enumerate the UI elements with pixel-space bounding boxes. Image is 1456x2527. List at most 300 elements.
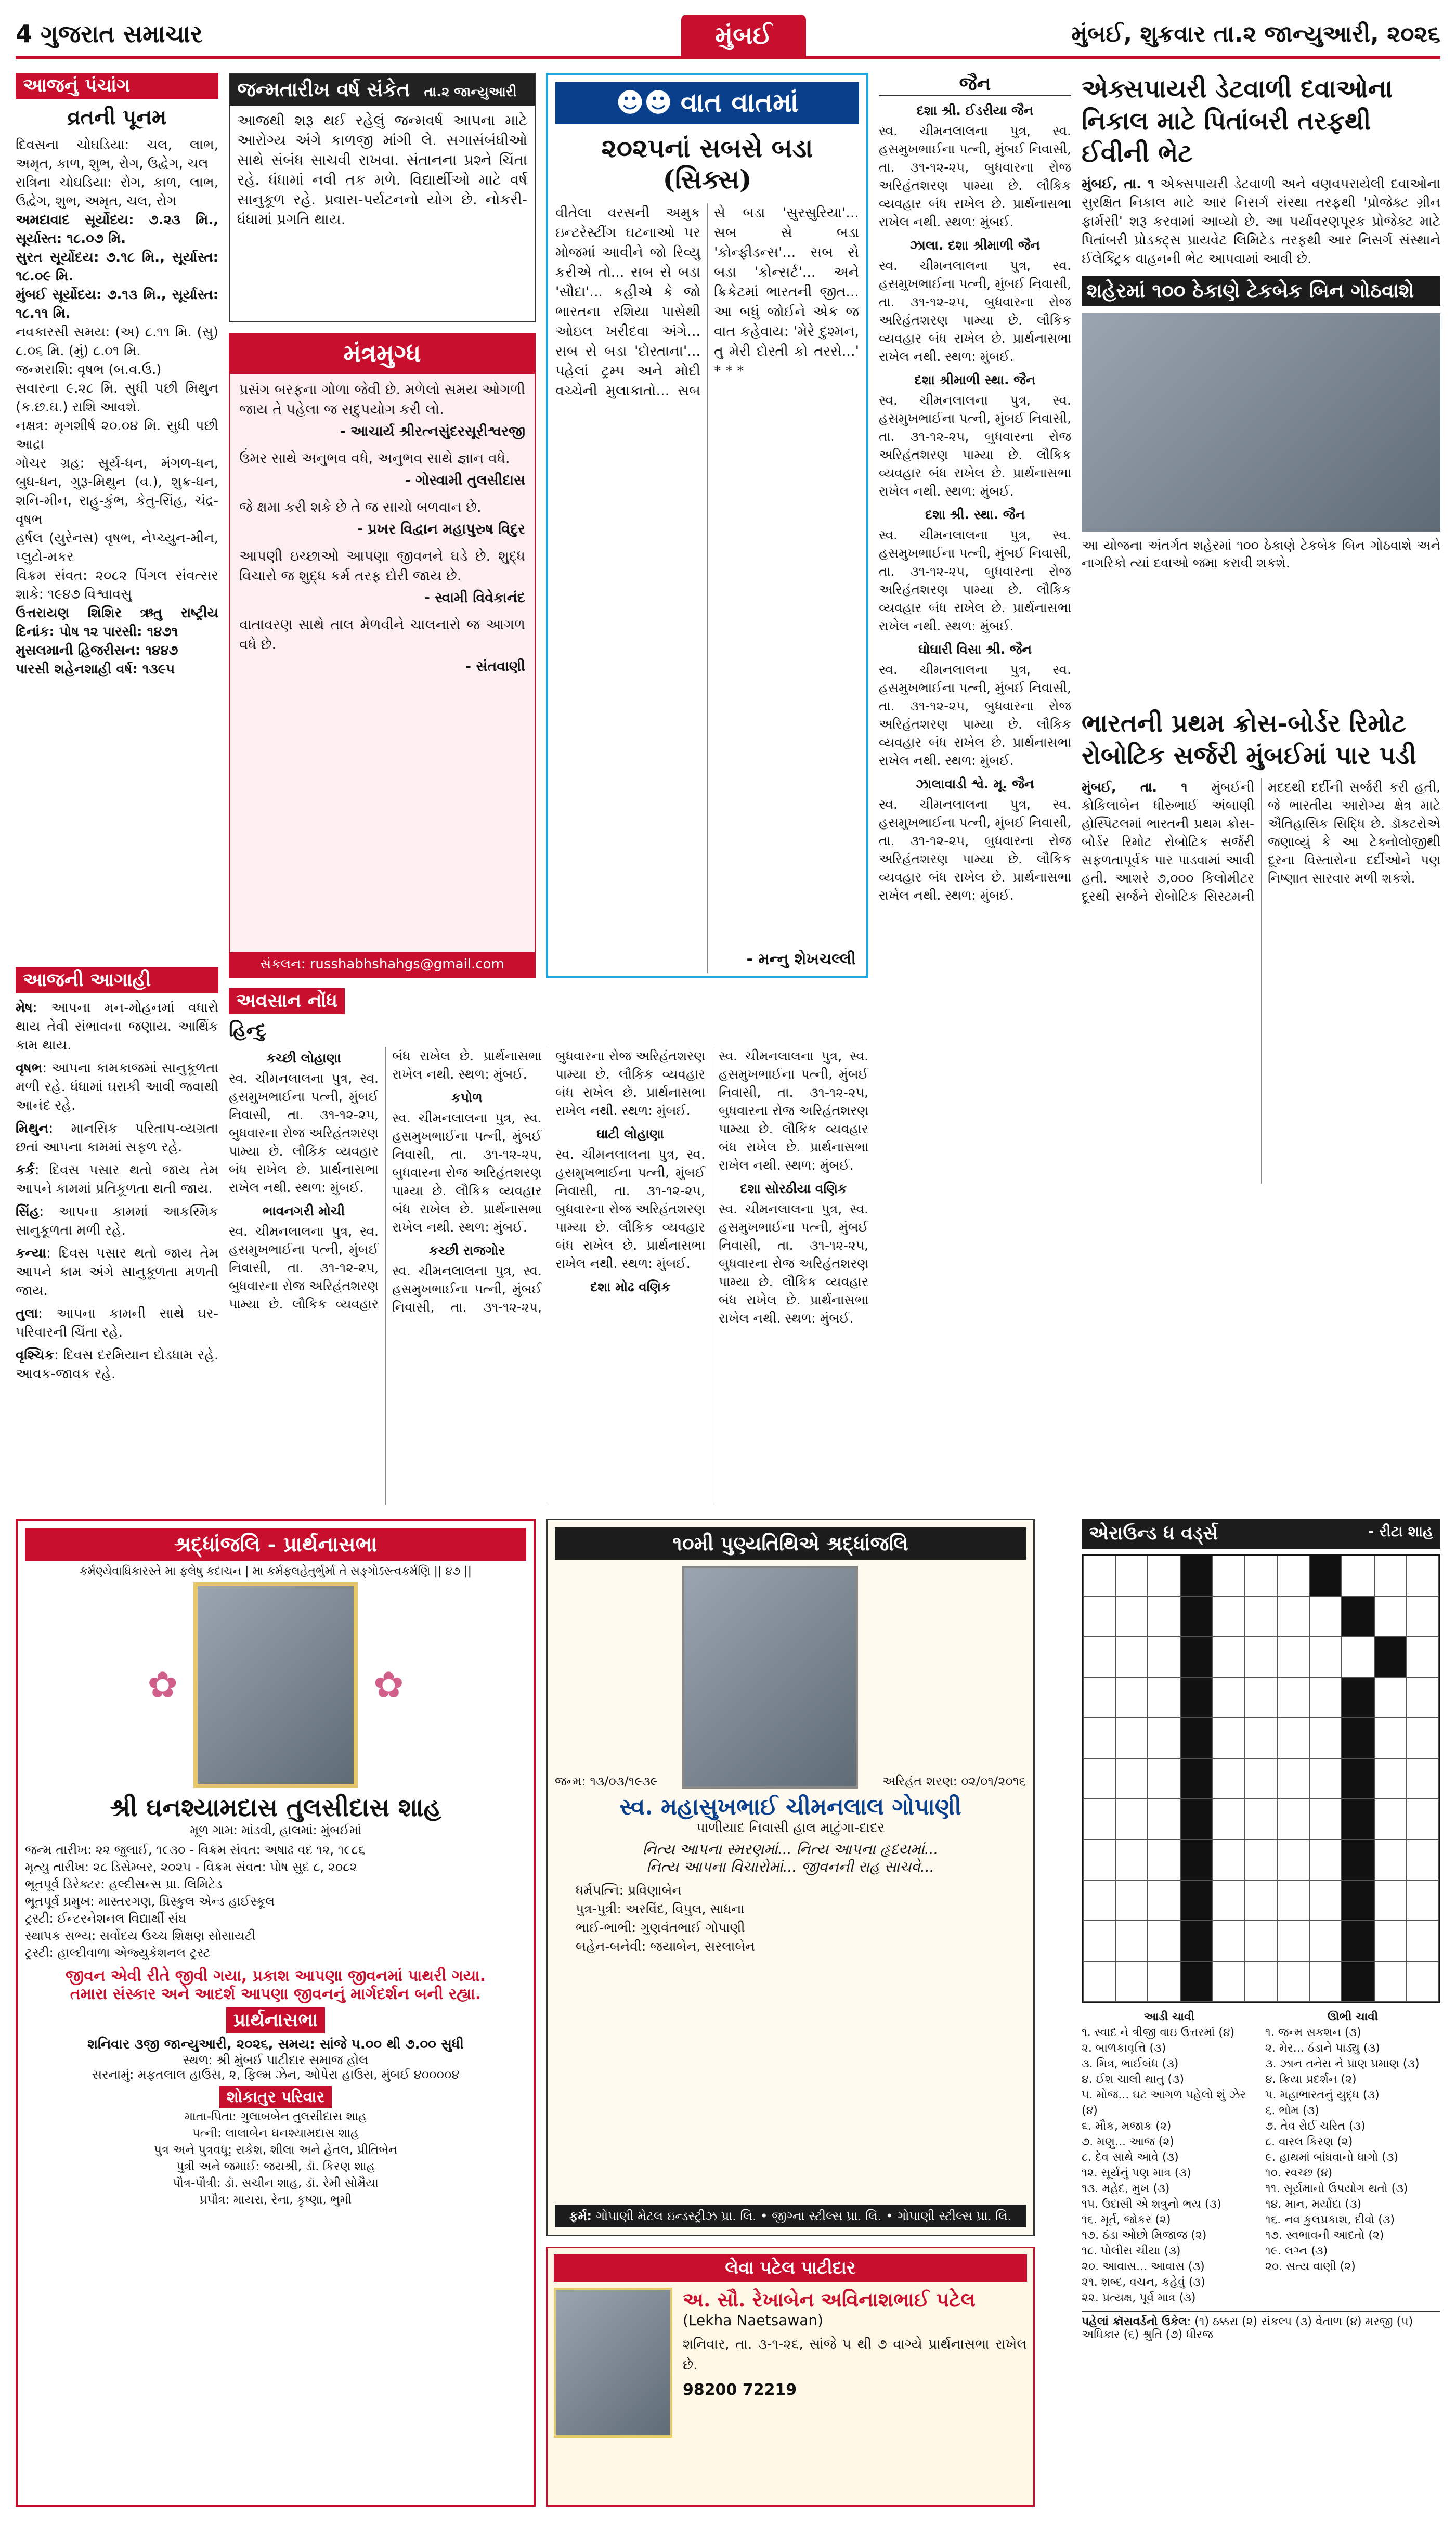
- crossword-cell[interactable]: [1213, 1677, 1245, 1718]
- clue: ૧૬. નવ કુલપ્રકાશ, દીવો (૩): [1265, 2213, 1395, 2226]
- page-date: મુંબઈ, શુક્રવાર તા.૨ જાન્યુઆરી, ૨૦૨૬: [1071, 21, 1440, 47]
- crossword-answers: પહેલાં ક્રૉસવર્ડનો ઉકેલ: (૧) ઠક્કરા (૨) સંકલ્પ (૩) વેતાળ (૪) મરજી (૫) અધિકાર (૬) શ્રુતિ (૭) ધીરજ: [1082, 2311, 1440, 2341]
- crossword-cell[interactable]: [1277, 1556, 1309, 1596]
- panchang-line: સુરત સૂર્યોદય: ૭.૧૮ મિ., સૂર્યાસ્ત: ૧૮.૦૯ મિ.: [16, 250, 218, 284]
- clue: ૧. સ્વાદ ને ત્રીજી વાઇ ઉત્તરમાં (૪): [1082, 2026, 1235, 2039]
- punyatithi-name: સ્વ. મહાસુખભાઈ ચીમનલાલ ગોપાણી: [619, 1794, 961, 1820]
- panchang-heading: વ્રતની પૂનમ: [67, 105, 167, 129]
- crossword-cell[interactable]: [1407, 1799, 1439, 1839]
- crossword-cell[interactable]: [1245, 1880, 1277, 1921]
- portrait-photo: [193, 1582, 358, 1788]
- family-line: પ્રપૌત્ર: માયરા, રેના, કૃષ્ણા, ભુમી: [199, 2193, 352, 2207]
- family-line: પૌત્ર-પૌત્રી: ડૉ. સચીન શાહ, ડૉ. રેમી સોમૈયા: [173, 2176, 379, 2190]
- aagahi-text: આપના મન-મોહનમાં વધારો થાય તેવી સંભાવના જણાય. આર્થિક કામ થાય.: [16, 1000, 218, 1053]
- crossword-cell[interactable]: [1148, 1718, 1180, 1758]
- crossword-black-cell: [1180, 1921, 1213, 1961]
- crossword-cell[interactable]: [1309, 1677, 1342, 1718]
- panchang-box: [16, 73, 218, 967]
- crossword-cell[interactable]: [1407, 1839, 1439, 1880]
- clue: ૩. મિત્ર, ભાઈબંધ (૩): [1082, 2057, 1179, 2070]
- crossword-black-cell: [1180, 1961, 1213, 2002]
- clue: ૯. હાથમાં બાંધવાનો ધાગો (૩): [1265, 2151, 1399, 2164]
- crossword-cell[interactable]: [1213, 1637, 1245, 1677]
- crossword-cell[interactable]: [1148, 1880, 1180, 1921]
- crossword-cell[interactable]: [1374, 1556, 1407, 1596]
- clue: ૧૪. માન, મર્યાદા (૩): [1265, 2198, 1362, 2211]
- crossword-black-cell: [1342, 1758, 1374, 1799]
- avsan-head: દશા શ્રી. સ્થા. જૈન: [925, 507, 1025, 522]
- crossword-black-cell: [1342, 1961, 1374, 2002]
- panchang-line: હર્ષલ (યુરેનસ) વૃષભ, નેપ્ચ્યુન-મીન, પ્લુટો-મકર: [16, 530, 218, 565]
- crossword-black-cell: [1180, 1637, 1213, 1677]
- crossword-cell[interactable]: [1309, 1880, 1342, 1921]
- crossword-black-cell: [1342, 1921, 1374, 1961]
- family-line: ભાઈ-ભાભી: ગુણવંતભાઈ ગોપાણી: [576, 1920, 745, 1935]
- avsan-head: ઝાલાવાડી શ્વે. મૂ. જૈન: [916, 776, 1034, 792]
- shraddhanjali-ad: [16, 1519, 536, 2507]
- family-list: [25, 2108, 526, 2208]
- crossword-cell[interactable]: [1115, 1839, 1148, 1880]
- avsan-entry: સ્વ. ચીમનલાલના પુત્ર, સ્વ. હસમુખભાઈના પત્ની, મુંબઈ નિવાસી, તા. ૩૧-૧૨-૨૫, બુધવારના રોજ અરિહંતશરણ પામ્યા છે. લૌકિક વ્યવહાર બંધ રાખેલ છે. પ્રાર્થનાસભા રાખેલ નથી. સ્થળ: મુંબઈ.: [879, 123, 1071, 229]
- people-icon: ☻☻: [616, 87, 672, 119]
- panchang-line: ગોચર ગ્રહ: સૂર્ય-ધન, મંગળ-ધન, બુધ-ધન, ગુરૂ-મિથુન (વ.), શુક્ર-ધન, શનિ-મીન, રાહુ-કુંભ, કેતુ-સિંહ, ચંદ્ર-વૃષભ: [16, 456, 218, 527]
- page-number: 4 ગુજરાત સમાચાર: [16, 20, 203, 48]
- mantramugdh-contact: સંકલન: russhabhshahgs@gmail.com: [230, 952, 535, 977]
- janmatarikh-header: [230, 74, 535, 106]
- crossword-cell[interactable]: [1407, 1596, 1439, 1637]
- family-line: માતા-પિતા: ગુલાબબેન તુલસીદાસ શાહ: [184, 2110, 367, 2123]
- leva-alias: (Lekha Naetsawan): [683, 2312, 824, 2329]
- crossword-title: એરાઉન્ડ ધ વર્ડ્સ: [1089, 1523, 1218, 1544]
- crossword-cell[interactable]: [1083, 1961, 1115, 2002]
- crossword-cell[interactable]: [1213, 1839, 1245, 1880]
- aagahi-text: દિવસ પસાર થતો જાય તેમ આપને કામમાં પ્રતિકૂળતા થતી જાય.: [16, 1162, 218, 1197]
- aagahi-list: મેષ: આપના મન-મોહનમાં વધારો થાય તેવી સંભાવના જણાય. આર્થિક કામ થાય. વૃષભ: આપના કામકાજમાં સાનુકૂળતા મળી રહે. ધંધામાં ઘરાકી આવી જવાથી આનંદ રહે. મિથુન: માનસિક પરિતાપ-વ્યગ્રતા છતાં આપના કામમાં સફળ રહે. કર્ક: દિવસ પસાર થતો જાય તેમ આપને કામમાં પ્રતિકૂળતા થતી જાય. સિંહ: આપના કામમાં આકસ્મિક સાનુકૂળતા મળી રહે. કન્યા: દિવસ પસાર થતો જાય તેમ આપને કામ અંગે સાનુકૂળતા મળતી જાય. તુલા: આપના કામની સાથે ઘર-પરિવારની ચિંતા રહે. વૃશ્ચિક: દિવસ દરમિયાન દોડધામ રહે. આવક-જાવક રહે.: [16, 1000, 218, 1382]
- clue: ૬. ભોમ (૩): [1265, 2104, 1319, 2117]
- sabha-time: શનિવાર ૩જી જાન્યુઆરી, ૨૦૨૬, સમય: સાંજે ૫.૦૦ થી ૭.૦૦ સુધી: [87, 2037, 464, 2052]
- crossword-cell[interactable]: [1277, 1799, 1309, 1839]
- clue: ૧૮. પોલીસ ચીયા (૩): [1082, 2245, 1181, 2258]
- janmatarikh-date: તા.૨ જાન્યુઆરી: [424, 84, 517, 100]
- aagahi-sign: વૃશ્ચિક: [16, 1347, 54, 1363]
- crossword-cell[interactable]: [1407, 1637, 1439, 1677]
- crossword-black-cell: [1309, 1556, 1342, 1596]
- avsan-entry: સ્વ. ચીમનલાલના પુત્ર, સ્વ. હસમુખભાઈના પત્ની, મુંબઈ નિવાસી, તા. ૩૧-૧૨-૨૫, બુધવારના રોજ અરિહંતશરણ પામ્યા છે. લૌકિક વ્યવહાર બંધ રાખેલ છે. પ્રાર્થનાસભા રાખેલ નથી. સ્થળ: મુંબઈ.: [879, 393, 1071, 499]
- detail-line: ટ્રસ્ટી: હાલ્દીવાળા એજ્યુકેશનલ ટ્રસ્ટ: [25, 1946, 211, 1960]
- crossword-cell[interactable]: [1083, 1637, 1115, 1677]
- crossword-cell[interactable]: [1115, 1596, 1148, 1637]
- crossword-black-cell: [1180, 1758, 1213, 1799]
- vaat-title: [555, 82, 859, 124]
- clue: ૨૦. આવાસ... આવાસ (૩): [1082, 2260, 1205, 2273]
- quote-author: - સ્વામી વિવેકાનંદ: [424, 590, 525, 606]
- crossword-cell[interactable]: [1148, 1921, 1180, 1961]
- clue: ૧૭. સ્વભાવની આદતો (૨): [1265, 2229, 1384, 2242]
- robot-text: મુંબઈની કોકિલાબેન ધીરુભાઈ અંબાણી હોસ્પિટલમાં ભારતની પ્રથમ ક્રોસ-બોર્ડર રિમોટ રોબોટિક સર્જરી સફળતાપૂર્વક પાર પાડવામાં આવી હતી. આશરે ૭,૦૦૦ કિલોમીટર દૂરથી સર્જને રોબોટિક સિસ્ટમની મદદથી દર્દીની સર્જરી કરી હતી, જે ભારતીય આરોગ્ય ક્ષેત્ર માટે ઐતિહાસિક સિદ્ધિ છે. ડૉક્ટરોએ જણાવ્યું કે આ ટેક્નોલોજીથી દૂરના વિસ્તારોના દર્દીઓને પણ નિષ્ણાત સારવાર મળી શકશે.: [1082, 780, 1440, 904]
- janmatarikh-text: આજથી શરૂ થઈ રહેલું જન્મવર્ષ આપના માટે આરોગ્ય અંગે કાળજી માંગી લે. સગાસંબંધીઓ સાથે સંબંધ સાચવી રાખવા. સંતાનના પ્રશ્ને ચિંતા રહે. ધંધામાં નવી તક મળે. વિદ્યાર્થીઓ માટે વર્ષ સાનુકૂળ રહે. પ્રવાસ-પર્યટનનો યોગ છે. નોકરી-ધંધામાં પ્રગતિ થાય.: [237, 112, 527, 228]
- robot-headline: ભારતની પ્રથમ ક્રોસ-બોર્ડર રિમોટ રોબોટિક સર્જરી મુંબઈમાં પાર પડી: [1082, 709, 1416, 770]
- avsan-head: ભાવનગરી મોચી: [262, 1203, 345, 1219]
- avsan-entry: સ્વ. ચીમનલાલના પુત્ર, સ્વ. હસમુખભાઈના પત્ની, મુંબઈ નિવાસી, તા. ૩૧-૧૨-૨૫, બુધવારના રોજ અરિહંતશરણ પામ્યા છે. લૌકિક વ્યવહાર બંધ રાખેલ છે. પ્રાર્થનાસભા રાખેલ નથી. સ્થળ: મુંબઈ.: [719, 1201, 868, 1326]
- avsan-box: [229, 988, 868, 1508]
- avsan-head: કપોળ: [451, 1090, 483, 1105]
- vaat-text: વીતેલા વરસની અમુક ઇન્ટરેસ્ટીંગ ઘટનાઓ પર મોજમાં આવીને જો રિવ્યુ કરીએ તો... સબ સે બડા 'સૌદા'... કહીએ કે જો ભારતના રશિયા પાસેથી ઓઇલ ખરીદવા અંગે... સબ સે બડા 'દોસ્તાના'... પહેલાં ટ્રમ્પ અને મોદી વચ્ચેની મુલાકાતો... સબ સે બડા 'સુરસુરિયા'... સબ સે બડા 'કોન્ફીડન્સ'... સબ સે બડા 'કોન્સર્ટ'... અને ક્રિકેટમાં ભારતની જીત... આ બધું જોઈને એક જ વાત કહેવાય: 'મેરે દુશ્મન, તુ મેરી દોસ્તી કો તરસે...' * * *: [555, 205, 859, 399]
- crossword-cell[interactable]: [1148, 1839, 1180, 1880]
- crossword-cell[interactable]: [1115, 1921, 1148, 1961]
- crossword-cell[interactable]: [1309, 1758, 1342, 1799]
- crossword-cell[interactable]: [1407, 1961, 1439, 2002]
- quote-text: પ્રસંગ બરફના ગોળા જેવી છે. મળેલો સમય ઓગળી જાય તે પહેલા જ સદુપયોગ કરી લો.: [239, 382, 525, 418]
- clue: ૧૫. ઉદાસી એ શત્રુનો ભય (૩): [1082, 2198, 1221, 2211]
- clue: ૨૨. પ્રત્યક્ષ, પૂર્વ માત્ર (૩): [1082, 2291, 1196, 2304]
- family-line: પત્ની: લાલાબેન ઘનશ્યામદાસ શાહ: [192, 2127, 359, 2140]
- crossword-cell[interactable]: [1309, 1961, 1342, 2002]
- detail-line: ટ્રસ્ટી: ઈન્ટરનેશનલ વિદ્યાર્થી સંઘ: [25, 1911, 187, 1926]
- news-photo: [1082, 313, 1440, 532]
- flower-icon: ✿: [147, 1664, 178, 1706]
- crossword-cell[interactable]: [1115, 1961, 1148, 2002]
- crossword-cell[interactable]: [1277, 1637, 1309, 1677]
- clue: ૭. મણુ... આજ (૨): [1082, 2135, 1174, 2148]
- clue: ૧૧. સૂર્યમાનો ઉપયોગ થતો (૩): [1265, 2182, 1408, 2195]
- crossword-cell[interactable]: [1277, 1880, 1309, 1921]
- crossword-cell[interactable]: [1148, 1677, 1180, 1718]
- crossword-cell[interactable]: [1115, 1637, 1148, 1677]
- quote-text: વાતાવરણ સાથે તાલ મેળવીને ચાલનારો જ આગળ વધે છે.: [239, 617, 525, 653]
- crossword-cell[interactable]: [1277, 1921, 1309, 1961]
- clue: ૧. જન્મ સકશન (૩): [1265, 2026, 1361, 2039]
- leva-text: શનિવાર, તા. ૩-૧-૨૬, સાંજે ૫ થી ૭ વાગ્યે પ્રાર્થનાસભા રાખેલ છે.: [683, 2337, 1027, 2373]
- crossword-cell[interactable]: [1245, 1556, 1277, 1596]
- crossword-cell[interactable]: [1342, 1556, 1374, 1596]
- crossword-cell[interactable]: [1374, 1758, 1407, 1799]
- crossword-black-cell: [1342, 1880, 1374, 1921]
- clue: ૨૧. શબ્દ, વચન, કહેવું (૩): [1082, 2276, 1205, 2289]
- crossword-black-cell: [1374, 1637, 1407, 1677]
- crossword-cell[interactable]: [1407, 1921, 1439, 1961]
- aagahi-box: [16, 967, 218, 1487]
- firm-item: ગોપાણી મેટલ ઇન્ડસ્ટ્રીઝ પ્રા. લિ.: [595, 2209, 757, 2223]
- punyatithi-firms: ફર્મ: ગોપાણી મેટલ ઇન્ડસ્ટ્રીઝ પ્રા. લિ. • જીગ્ના સ્ટીલ્સ પ્રા. લિ. • ગોપાણી સ્ટીલ્સ પ્રા. લિ.: [555, 2205, 1026, 2227]
- clue: ૬. મૌક, મજાક (૨): [1082, 2120, 1172, 2133]
- avsan-head: કચ્છી રાજગોર: [428, 1243, 505, 1258]
- crossword-cell[interactable]: [1277, 1596, 1309, 1637]
- crossword-cell[interactable]: [1083, 1596, 1115, 1637]
- clue: ૫. મોજ... ઘટ આગળ પહેલો શું ઝેર (૪): [1082, 2089, 1246, 2117]
- aagahi-sign: મિથુન: [16, 1121, 49, 1136]
- crossword-cell[interactable]: [1277, 1677, 1309, 1718]
- crossword-cell[interactable]: [1407, 1556, 1439, 1596]
- sabha-address: સરનામું: મફતલાલ હાઉસ, ૨, ફિલ્મ ઝેન, ઓપેરા હાઉસ, મુંબઈ ૪૦૦૦૦૪: [92, 2067, 460, 2082]
- crossword-cell[interactable]: [1083, 1839, 1115, 1880]
- across-title: આડી ચાવી: [1143, 2011, 1194, 2024]
- family-line: પુત્ર-પુત્રી: અરવિંદ, વિપુલ, સાધના: [576, 1901, 745, 1916]
- clue: ૮. દેવ સાથે આવે (૩): [1082, 2151, 1179, 2164]
- aagahi-text: દિવસ પસાર થતો જાય તેમ આપને કામ અંગે સાનુકૂળતા મળતી જાય.: [16, 1246, 218, 1299]
- panchang-line: રાત્રિના ચોઘડિયા: રોગ, કાળ, લાભ, ઉદ્વેગ, શુભ, અમૃત, ચલ, રોગ: [16, 175, 218, 209]
- flower-icon: ✿: [373, 1664, 404, 1706]
- crossword-cell[interactable]: [1245, 1839, 1277, 1880]
- crossword-cell[interactable]: [1115, 1880, 1148, 1921]
- detail-line: મૃત્યુ તારીખ: ૨૮ ડિસેમ્બર, ૨૦૨૫ - વિક્રમ સંવત: પોષ સુદ ૮, ૨૦૮૨: [25, 1860, 357, 1874]
- crossword-cell[interactable]: [1245, 1758, 1277, 1799]
- crossword-cell[interactable]: [1277, 1758, 1309, 1799]
- avsan-head: દશા સોરઠીયા વણિક: [740, 1181, 847, 1196]
- panchang-line: જન્મરાશિ: વૃષભ (બ.વ.ઉ.): [16, 362, 162, 378]
- leva-ad: [546, 2247, 1035, 2507]
- punyatithi-title: ૧૦મી પુણ્યતિથિએ શ્રદ્ધાંજલિ: [555, 1527, 1026, 1560]
- crossword-cell[interactable]: [1245, 1596, 1277, 1637]
- detail-line: સ્થાપક સભ્ય: સર્વોદય ઉચ્ચ શિક્ષણ સોસાયટી: [25, 1928, 256, 1943]
- crossword-cell[interactable]: [1083, 1758, 1115, 1799]
- avsan-columns: [229, 1047, 868, 1505]
- crossword-cell[interactable]: [1407, 1880, 1439, 1921]
- vaat-author: - મન્નુ શેખચલ્લી: [746, 950, 856, 968]
- crossword-cell[interactable]: [1083, 1799, 1115, 1839]
- crossword-cell[interactable]: [1083, 1677, 1115, 1718]
- clue: ૩. ઝાન તનેસ ને પ્રાણ પ્રમાણ (૩): [1265, 2057, 1420, 2070]
- tagline: જીવન એવી રીતે જીવી ગયા, પ્રકાશ આપણા જીવનમાં પાથરી ગયા.: [65, 1967, 486, 1985]
- family-line: બહેન-બનેવી: જયાબેન, સરલાબેન: [576, 1939, 756, 1954]
- detail-line: ભૂતપૂર્વ ડિરેક્ટર: હલ્દીસન્સ પ્રા. લિમિટેડ: [25, 1877, 223, 1891]
- crossword-cell[interactable]: [1115, 1677, 1148, 1718]
- avsan-entry: સ્વ. ચીમનલાલના પુત્ર, સ્વ. હસમુખભાઈના પત્ની, મુંબઈ નિવાસી, તા. ૩૧-૧૨-૨૫, બુધવારના રોજ અરિહંતશરણ પામ્યા છે. લૌકિક વ્યવહાર બંધ રાખેલ છે. પ્રાર્થનાસભા રાખેલ નથી. સ્થળ: મુંબઈ.: [879, 258, 1071, 364]
- crossword-cell[interactable]: [1115, 1799, 1148, 1839]
- answers-text: (૧) ઠક્કરા (૨) સંકલ્પ (૩) વેતાળ (૪) મરજી (૫) અધિકાર (૬) શ્રુતિ (૭) ધીરજ: [1082, 2315, 1413, 2341]
- avsan-entry: સ્વ. ચીમનલાલના પુત્ર, સ્વ. હસમુખભાઈના પત્ની, મુંબઈ નિવાસી, તા. ૩૧-૧૨-૨૫, બુધવારના રોજ અરિહંતશરણ પામ્યા છે. લૌકિક વ્યવહાર બંધ રાખેલ છે. પ્રાર્થનાસભા રાખેલ નથી. સ્થળ: મુંબઈ.: [392, 1110, 542, 1235]
- panchang-line: નક્ષત્ર: મૃગશીર્ષ ૨૦.૦૪ મિ. સુધી પછી આદ્રા: [16, 418, 218, 452]
- janmatarikh-title: જન્મતારીખ વર્ષ સંકેત: [237, 78, 410, 101]
- crossword-cell[interactable]: [1309, 1718, 1342, 1758]
- avsan-head: કચ્છી લોહાણા: [266, 1051, 341, 1066]
- aagahi-sign: વૃષભ: [16, 1060, 43, 1076]
- crossword-black-cell: [1180, 1839, 1213, 1880]
- crossword-cell[interactable]: [1374, 1596, 1407, 1637]
- crossword-cell[interactable]: [1245, 1961, 1277, 2002]
- punyatithi-family: [576, 1881, 1005, 1956]
- clue: ૨૦. સત્ય વાણી (૨): [1265, 2260, 1356, 2273]
- sabha-venue: સ્થળ: શ્રી મુંબઈ પાટીદાર સમાજ હોલ: [183, 2053, 369, 2067]
- crossword-cell[interactable]: [1213, 1556, 1245, 1596]
- avsan-entry: સ્વ. ચીમનલાલના પુત્ર, સ્વ. હસમુખભાઈના પત્ની, મુંબઈ નિવાસી, તા. ૩૧-૧૨-૨૫, બુધવારના રોજ અરિહંતશરણ પામ્યા છે. લૌકિક વ્યવહાર બંધ રાખેલ છે. પ્રાર્થનાસભા રાખેલ નથી. સ્થળ: મુંબઈ.: [229, 1071, 379, 1195]
- crossword-cell[interactable]: [1277, 1839, 1309, 1880]
- crossword-black-cell: [1342, 1718, 1374, 1758]
- family-title: શોકાતુર પરિવાર: [219, 2086, 332, 2108]
- mantramugdh-title: મંત્રમુગ્ધ: [230, 334, 535, 374]
- avsan-head: ઝાલા. દશા શ્રીમાળી જૈન: [909, 238, 1041, 253]
- crossword-cell[interactable]: [1374, 1921, 1407, 1961]
- crossword-cell[interactable]: [1083, 1556, 1115, 1596]
- panchang-line: ઉત્તરાયણ શિશિર ઋતુ રાષ્ટ્રીય દિનાંક: પોષ ૧૨ પારસી: ૧૪૭૧: [16, 605, 218, 640]
- detail-line: ભૂતપૂર્વ પ્રમુખ: માસ્તરગણ, પ્રિસ્કુલ એન્ડ હાઈસ્કૂલ: [25, 1894, 275, 1909]
- punyatithi-origin: પાળીયાદ નિવાસી હાલ માટુંગા-દાદર: [696, 1820, 885, 1836]
- crossword-cell[interactable]: [1083, 1718, 1115, 1758]
- aagahi-text: આપના કામકાજમાં સાનુકૂળતા મળી રહે. ધંધામાં ઘરાકી આવી જવાથી આનંદ રહે.: [16, 1060, 218, 1113]
- detail-line: જન્મ તારીખ: ૨૨ જુલાઈ, ૧૯૩૦ - વિક્રમ સંવત: અષાઢ વદ ૧૨, ૧૯૮૬: [25, 1843, 366, 1857]
- vaat-headline: ૨૦૨૫નાં સબસે બડા (સિક્સ): [601, 133, 813, 195]
- jain-avsan-column: [879, 73, 1071, 1508]
- punyatithi-ad: [546, 1519, 1035, 2236]
- crossword-cell[interactable]: [1277, 1961, 1309, 2002]
- crossword-cell[interactable]: [1213, 1718, 1245, 1758]
- avsan-entry: સ્વ. ચીમનલાલના પુત્ર, સ્વ. હસમુખભાઈના પત્ની, મુંબઈ નિવાસી, તા. ૩૧-૧૨-૨૫, બુધવારના રોજ અરિહંતશરણ પામ્યા છે. લૌકિક વ્યવહાર બંધ રાખેલ છે. પ્રાર્થનાસભા રાખેલ નથી. સ્થળ: મુંબઈ.: [879, 662, 1071, 768]
- crossword-box: [1082, 1519, 1440, 2507]
- crossword-cell[interactable]: [1083, 1921, 1115, 1961]
- aagahi-sign: મેષ: [16, 1000, 33, 1016]
- avsan-head: દશા શ્રી. ઈડરીયા જૈન: [916, 103, 1034, 118]
- crossword-cell[interactable]: [1277, 1718, 1309, 1758]
- crossword-black-cell: [1342, 1799, 1374, 1839]
- export-text: એક્સપાયરી ડેટવાળી અને વણવપરાયેલી દવાઓના સુરક્ષિત નિકાલ માટે આર નિસર્ગ સંસ્થા તરફથી 'પ્રોજેક્ટ ગ્રીન ફાર્મસી' શરૂ કરવામાં આવ્યો છે. આ પર્યાવરણપૂરક પ્રોજેક્ટ માટે પિતાંબરી પ્રોડક્ટ્સ પ્રાયવેટ લિમિટેડ તરફથી આર નિસર્ગ સંસ્થાને ઈલેક્ટ્રિક વાહનની ભેટ આપવામાં આવી છે.: [1082, 176, 1440, 267]
- export-caption: આ યોજના અંતર્ગત શહેરમાં ૧૦૦ ઠેકાણે ટેકબેક બિન ગોઠવાશે અને નાગરિકો ત્યાં દવાઓ જમા કરાવી શકશે.: [1082, 538, 1440, 571]
- down-title: ઊભી ચાવી: [1327, 2011, 1379, 2024]
- crossword-cell[interactable]: [1309, 1596, 1342, 1637]
- crossword-black-cell: [1180, 1880, 1213, 1921]
- crossword-cell[interactable]: [1115, 1718, 1148, 1758]
- aagahi-text: આપના કામમાં આકસ્મિક સાનુકૂળતા મળી રહે.: [16, 1204, 218, 1238]
- clue: ૮. વારલ કિરણ (૨): [1265, 2135, 1353, 2148]
- crossword-black-cell: [1180, 1596, 1213, 1637]
- crossword-black-cell: [1180, 1677, 1213, 1718]
- crossword-cell[interactable]: [1148, 1556, 1180, 1596]
- avsan-entry: સ્વ. ચીમનલાલના પુત્ર, સ્વ. હસમુખભાઈના પત્ની, મુંબઈ નિવાસી, તા. ૩૧-૧૨-૨૫, બુધવારના રોજ અરિહંતશરણ પામ્યા છે. લૌકિક વ્યવહાર બંધ રાખેલ છે. પ્રાર્થનાસભા રાખેલ નથી. સ્થળ: મુંબઈ.: [229, 1048, 542, 1312]
- punyatithi-line: નિત્ય આપના વિચારોમાં... જીવનની રાહ સાચવે...: [646, 1858, 934, 1875]
- crossword-cell[interactable]: [1213, 1596, 1245, 1637]
- sabha-title: પ્રાર્થનાસભા: [226, 2007, 325, 2033]
- crossword-cell[interactable]: [1374, 1799, 1407, 1839]
- clue: ૧૭. ઠંડા ઓછો મિજાજ (૨): [1082, 2229, 1207, 2242]
- crossword-header: [1082, 1519, 1440, 1549]
- answers-title: પહેલાં ક્રૉસવર્ડનો ઉકેલ: [1082, 2315, 1187, 2328]
- crossword-cell[interactable]: [1309, 1839, 1342, 1880]
- panchang-line: પારસી શહેનશાહી વર્ષ: ૧૩૯૫: [16, 662, 175, 677]
- crossword-cell[interactable]: [1342, 1637, 1374, 1677]
- crossword-cell[interactable]: [1213, 1758, 1245, 1799]
- page-header: [16, 15, 1440, 59]
- clue: ૧૩. મહેદ, મુખ (૩): [1082, 2182, 1170, 2195]
- crossword-cell[interactable]: [1374, 1839, 1407, 1880]
- crossword-cell[interactable]: [1148, 1799, 1180, 1839]
- avsan-head: દશા મોઢ વણિક: [590, 1279, 670, 1294]
- deceased-name: શ્રી ઘનશ્યામદાસ તુલસીદાસ શાહ: [110, 1793, 441, 1822]
- panchang-lines: [16, 136, 218, 679]
- crossword-cell[interactable]: [1213, 1921, 1245, 1961]
- crossword-cell[interactable]: [1374, 1677, 1407, 1718]
- punyatithi-photo: [682, 1566, 858, 1789]
- crossword-cell[interactable]: [1213, 1880, 1245, 1921]
- panchang-title: આજનું પંચાંગ: [16, 73, 218, 99]
- clue: ૧૬. મૂર્ત, જોકર (૨): [1082, 2213, 1171, 2226]
- jain-community: જૈન: [879, 73, 1071, 96]
- panchang-line: સવારના ૯.૨૮ મિ. સુધી પછી મિથુન (ક.છ.ઘ.) રાશિ આવશે.: [16, 381, 218, 415]
- crossword-cell[interactable]: [1245, 1718, 1277, 1758]
- clue: ૪. ક્રિયા પ્રદર્શન (૨): [1265, 2073, 1357, 2086]
- crossword-cell[interactable]: [1309, 1921, 1342, 1961]
- crossword-cell[interactable]: [1407, 1677, 1439, 1718]
- crossword-cell[interactable]: [1245, 1921, 1277, 1961]
- punyatithi-line: નિત્ય આપના સ્મરણમાં... નિત્ય આપના હૃદયમાં...: [642, 1841, 939, 1858]
- janmatarikh-box: [229, 73, 536, 322]
- shraddhanjali-title: શ્રદ્ધાંજલિ - પ્રાર્થનાસભા: [25, 1528, 526, 1561]
- robot-dateline: મુંબઈ, તા. ૧: [1082, 780, 1188, 795]
- crossword-cell[interactable]: [1083, 1880, 1115, 1921]
- firm-item: ગોપાણી સ્ટીલ્સ પ્રા. લિ.: [897, 2209, 1012, 2223]
- robot-news: [1082, 707, 1440, 1207]
- crossword-cell[interactable]: [1148, 1758, 1180, 1799]
- avsan-community: હિન્દુ: [229, 1019, 266, 1041]
- crossword-cell[interactable]: [1309, 1799, 1342, 1839]
- clue: ૨. બાળકાવૃત્તિ (૩): [1082, 2042, 1166, 2055]
- avsan-entry: સ્વ. ચીમનલાલના પુત્ર, સ્વ. હસમુખભાઈના પત્ની, મુંબઈ નિવાસી, તા. ૩૧-૧૨-૨૫, બુધવારના રોજ અરિહંતશરણ પામ્યા છે. લૌકિક વ્યવહાર બંધ રાખેલ છે. પ્રાર્થનાસભા રાખેલ નથી. સ્થળ: મુંબઈ.: [719, 1048, 868, 1173]
- crossword-cell[interactable]: [1245, 1677, 1277, 1718]
- crossword-cell[interactable]: [1245, 1637, 1277, 1677]
- crossword-cell[interactable]: [1213, 1799, 1245, 1839]
- quote-author: - પ્રખર વિદ્વાન મહાપુરુષ વિદુર: [357, 521, 525, 537]
- leva-name: અ. સૌ. રેખાબેન અવિનાશભાઈ પટેલ: [683, 2288, 976, 2311]
- avsan-title: અવસાન નોંધ: [229, 988, 345, 1014]
- quote-text: આપણી ઇચ્છાઓ આપણા જીવનને ઘડે છે. શુદ્ધ વિચારો જ શુદ્ધ કર્મ તરફ દોરી જાય છે.: [239, 548, 525, 584]
- clue: ૫. મહાભારતનું યુદ્ધ (૩): [1265, 2089, 1380, 2102]
- aagahi-text: આપના કામની સાથે ઘર-પરિવારની ચિંતા રહે.: [16, 1306, 218, 1340]
- down-clues: [1265, 2010, 1440, 2306]
- avsan-entry: સ્વ. ચીમનલાલના પુત્ર, સ્વ. હસમુખભાઈના પત્ની, મુંબઈ નિવાસી, તા. ૩૧-૧૨-૨૫, બુધવારના રોજ અરિહંતશરણ પામ્યા છે. લૌકિક વ્યવહાર બંધ રાખેલ છે. પ્રાર્થનાસભા રાખેલ નથી. સ્થળ: મુંબઈ.: [879, 527, 1071, 633]
- export-news: [1082, 73, 1440, 697]
- shraddhanjali-verse: કર્મણ્યેવાધિકારસ્તે મા ફલેષુ કદાચન | મા કર્મફલહેતુર્ભુર્મા તે સઙ્ગોઽસ્ત્વકર્મણિ || ૪૭ ||: [79, 1565, 472, 1578]
- quote-author: - ગોસ્વામી તુલસીદાસ: [405, 472, 525, 488]
- crossword-cell[interactable]: [1309, 1637, 1342, 1677]
- crossword-cell[interactable]: [1374, 1718, 1407, 1758]
- clue: ૪. ઈશ ચાલી થાતુ (૩): [1082, 2073, 1185, 2086]
- crossword-cell[interactable]: [1407, 1718, 1439, 1758]
- clue: ૭. તેવ રોઈ ચરિત (૩): [1265, 2120, 1366, 2133]
- avsan-entry: સ્વ. ચીમનલાલના પુત્ર, સ્વ. હસમુખભાઈના પત્ની, મુંબઈ નિવાસી, તા. ૩૧-૧૨-૨૫, બુધવારના રોજ અરિહંતશરણ પામ્યા છે. લૌકિક વ્યવહાર બંધ રાખેલ છે. પ્રાર્થનાસભા રાખેલ નથી. સ્થળ: મુંબઈ.: [392, 1048, 705, 1315]
- crossword-cell[interactable]: [1148, 1637, 1180, 1677]
- deceased-origin: મૂળ ગામ: માંડવી, હાલમાં: મુંબઈમાં: [190, 1823, 361, 1837]
- tagline-2: તમારા સંસ્કાર અને આદર્શ આપણા જીવનનું માર્ગદર્શન બની રહ્યા.: [70, 1985, 482, 2003]
- crossword-black-cell: [1180, 1718, 1213, 1758]
- crossword-author: - રીટા શાહ: [1368, 1523, 1433, 1540]
- crossword-cell[interactable]: [1115, 1758, 1148, 1799]
- avsan-head: ઘોઘારી વિસા શ્રી. જૈન: [918, 642, 1032, 657]
- jain-entries: [879, 101, 1071, 904]
- punyatithi-birth: જન્મ: ૧૩/૦૩/૧૯૩૯: [555, 1774, 658, 1789]
- punyatithi-death: અરિહંત શરણ: ૦૨/૦૧/૨૦૧૬: [882, 1774, 1026, 1789]
- crossword-cell[interactable]: [1115, 1556, 1148, 1596]
- deceased-details: [25, 1842, 526, 1962]
- firm-title: ફર્મ:: [569, 2209, 592, 2223]
- crossword-grid[interactable]: [1082, 1554, 1440, 2003]
- crossword-cell[interactable]: [1148, 1961, 1180, 2002]
- export-dateline: મુંબઈ, તા. ૧: [1082, 176, 1154, 192]
- aagahi-text: માનસિક પરિતાપ-વ્યગ્રતા છતાં આપના કામમાં સફળ રહે.: [16, 1121, 218, 1155]
- leva-photo: [554, 2288, 672, 2438]
- crossword-cell[interactable]: [1148, 1596, 1180, 1637]
- family-line: પુત્ર અને પુત્રવધૂ: રાકેશ, શીલા અને હેતલ, પ્રીતિબેન: [154, 2143, 397, 2157]
- quote-author: - સંતવાણી: [465, 658, 525, 675]
- family-line: પુત્રી અને જમાઈ: જયશ્રી, ડૉ. કિરણ શાહ: [176, 2160, 375, 2173]
- crossword-black-cell: [1180, 1556, 1213, 1596]
- export-headline: એક્સપાયરી ડેટવાળી દવાઓના નિકાલ માટે પિતાંબરી તરફથી ઈવીની ભેટ: [1082, 74, 1393, 168]
- crossword-cell[interactable]: [1374, 1961, 1407, 2002]
- crossword-cell[interactable]: [1374, 1880, 1407, 1921]
- mantramugdh-box: [229, 333, 536, 978]
- mantramugdh-quotes: [230, 374, 535, 690]
- quote-author: - આચાર્ય શ્રીરત્નસુંદરસૂરીશ્વરજી: [340, 423, 525, 439]
- crossword-cell[interactable]: [1245, 1799, 1277, 1839]
- crossword-cell[interactable]: [1213, 1961, 1245, 2002]
- leva-title: લેવા પટેલ પાટીદાર: [554, 2254, 1027, 2282]
- crossword-cell[interactable]: [1407, 1758, 1439, 1799]
